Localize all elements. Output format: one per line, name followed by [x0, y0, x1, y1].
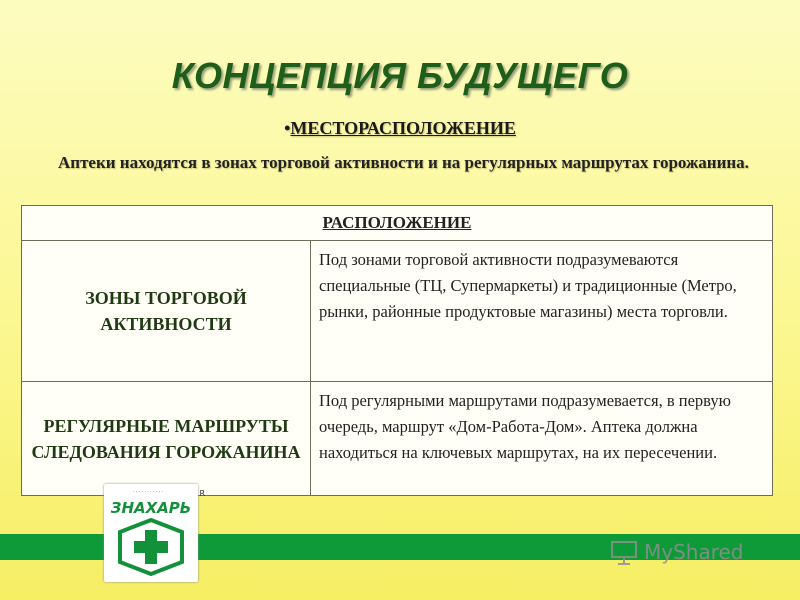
logo-wordmark: ЗНАХАРЬ	[110, 499, 192, 517]
presentation-icon	[610, 539, 638, 565]
location-table	[21, 205, 773, 496]
logo-small-caption: · · · · · · · · · · ·	[132, 490, 164, 495]
intro-text: Аптеки находятся в зонах торговой активности и на регулярных маршрутах горожанина.	[58, 153, 749, 172]
row-label: РЕГУЛЯРНЫЕ МАРШРУТЫ СЛЕДОВАНИЯ ГОРОЖАНИНА	[22, 382, 311, 496]
table-header: РАСПОЛОЖЕНИЕ	[22, 206, 773, 241]
brand-logo	[104, 484, 205, 582]
green-cross-icon	[116, 518, 186, 576]
row-description: Под зонами торговой активности подразумеваются специальные (ТЦ, Супермаркеты) и традиционные (Метро, рынки, районные продуктовые магазины) места торговли.	[311, 241, 773, 382]
bullet-marker: •	[284, 118, 291, 138]
watermark-text: MyShared	[644, 540, 744, 564]
table-header-row	[22, 206, 773, 241]
registered-mark: R	[199, 489, 205, 498]
watermark	[610, 538, 744, 566]
row-label: ЗОНЫ ТОРГОВОЙ АКТИВНОСТИ	[22, 241, 311, 382]
bullet-label: МЕСТОРАСПОЛОЖЕНИЕ	[290, 118, 516, 138]
table-row	[22, 241, 773, 382]
bullet-heading	[0, 118, 800, 139]
slide-title: КОНЦЕПЦИЯ БУДУЩЕГО	[171, 55, 629, 96]
table-row	[22, 382, 773, 496]
row-description: Под регулярными маршрутами подразумевается, в первую очередь, маршрут «Дом-Работа-Дом». Аптека должна находиться на ключевых маршрутах, на их пересечении.	[311, 382, 773, 496]
